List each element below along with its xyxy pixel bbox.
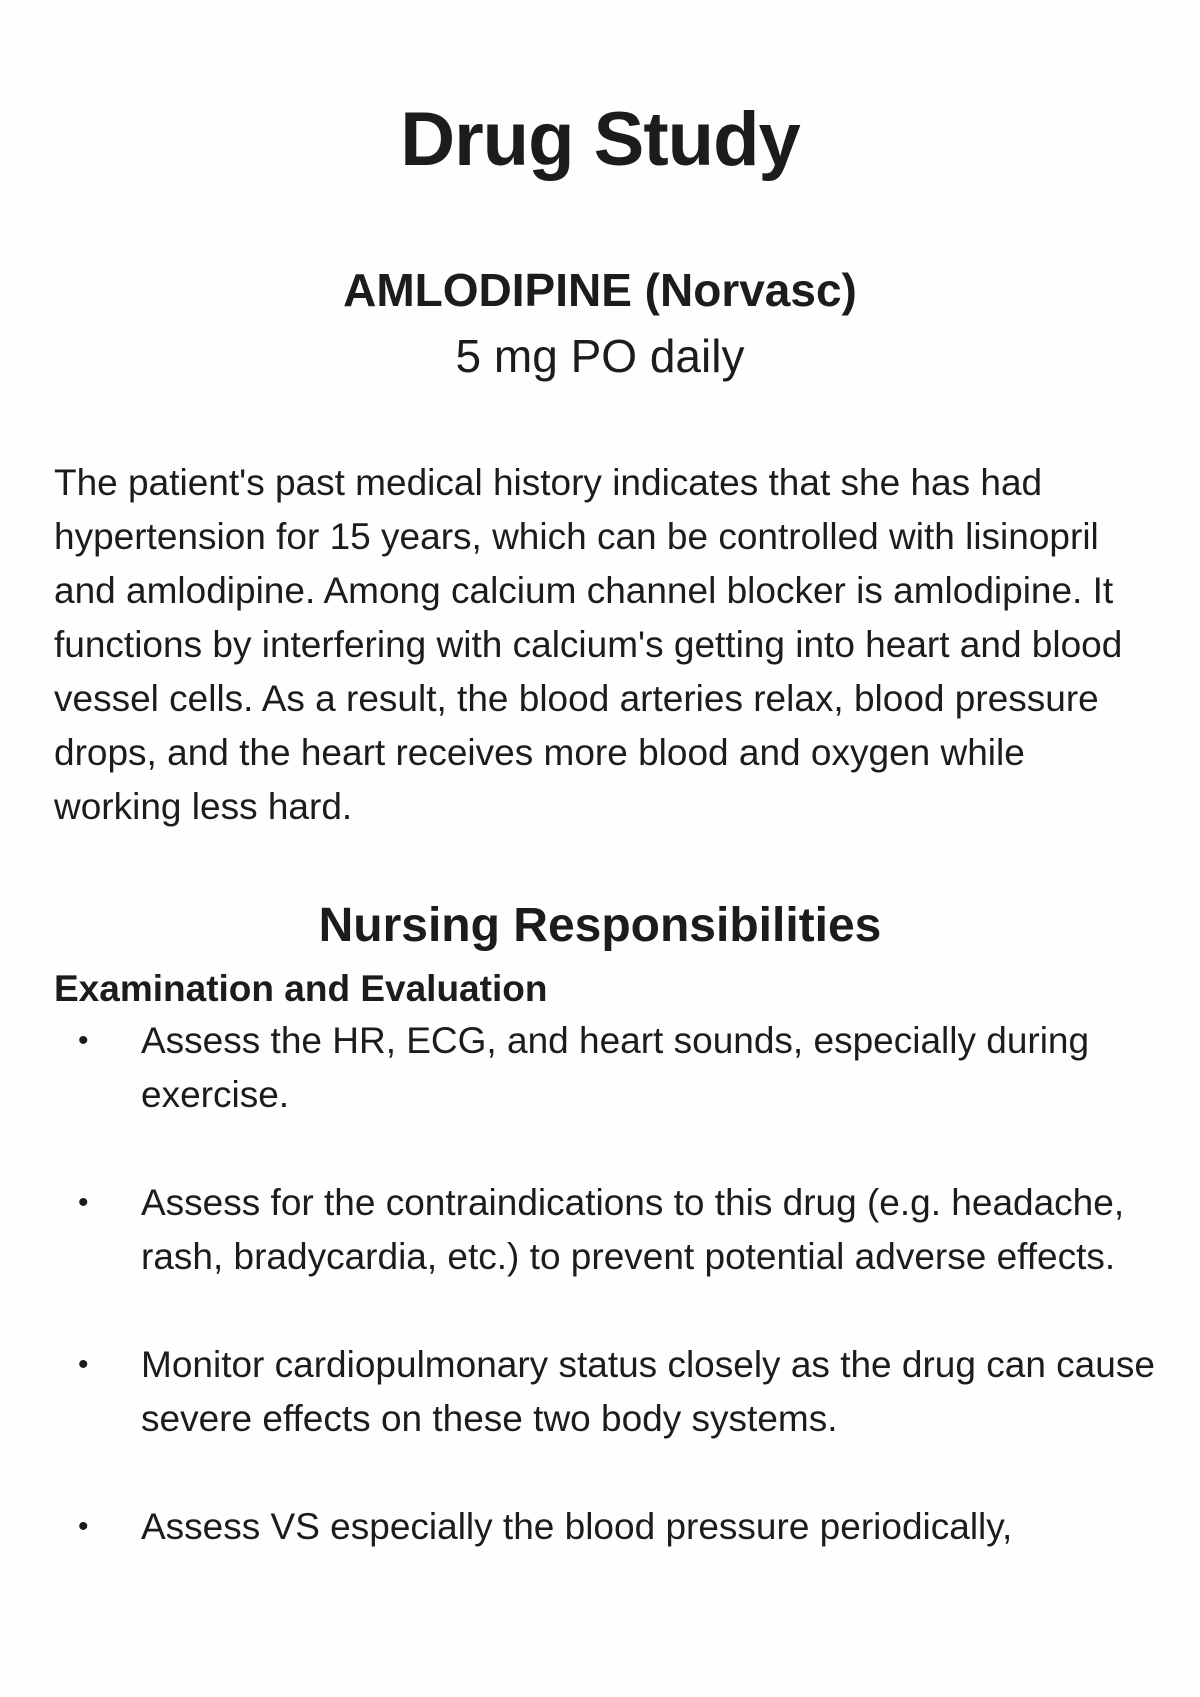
- list-item-text: Monitor cardiopulmonary status closely as the drug can cause severe effects on these two body systems.: [141, 1344, 1155, 1439]
- bullet-icon: •: [78, 1510, 89, 1543]
- list-item: [54, 1500, 1181, 1554]
- list-item-text: Assess VS especially the blood pressure periodically,: [141, 1506, 1013, 1547]
- list-item: [54, 1176, 1181, 1284]
- subheading: Examination and Evaluation: [54, 968, 548, 1009]
- section-heading: Nursing Responsibilities: [318, 899, 882, 952]
- list-item-text: Assess the HR, ECG, and heart sounds, especially during exercise.: [141, 1020, 1090, 1115]
- bullet-icon: •: [78, 1024, 89, 1057]
- document-title: Drug Study: [400, 97, 800, 182]
- list-item: [54, 1014, 1181, 1122]
- responsibilities-list: [54, 1014, 1155, 1554]
- drug-name: AMLODIPINE (Norvasc): [343, 264, 857, 316]
- list-item-text: Assess for the contraindications to this drug (e.g. headache, rash, bradycardia, etc.) to prevent potential adverse effects.: [141, 1182, 1125, 1277]
- bullet-icon: •: [78, 1348, 89, 1381]
- drug-description: The patient's past medical history indicates that she has had hypertension for 15 years, which can be controlled with lisinopril and amlodipine. Among calcium channel blocker is amlodipine. It functions by interfering with calcium's getting into heart and blood vessel cells. As a result, the blood arteries relax, blood pressure drops, and the heart receives more blood and oxygen while working less hard.: [54, 462, 1123, 827]
- list-item: [54, 1338, 1181, 1446]
- drug-dosage: 5 mg PO daily: [455, 330, 745, 382]
- bullet-icon: •: [78, 1186, 89, 1219]
